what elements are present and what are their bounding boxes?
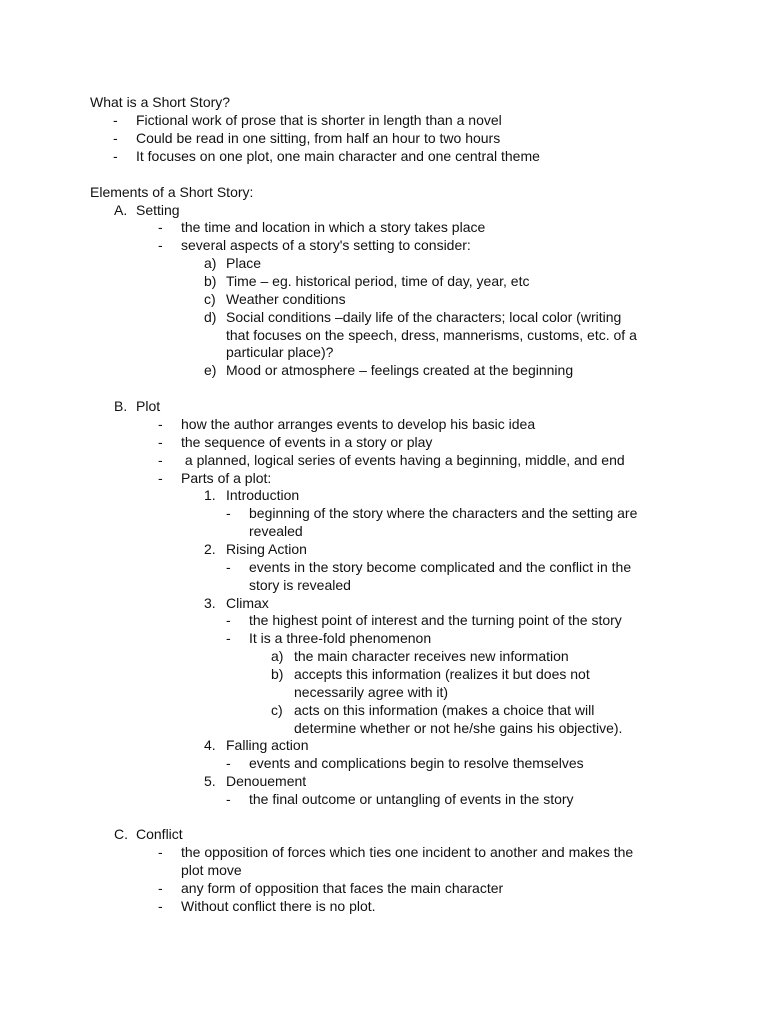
dash-marker: - bbox=[158, 237, 163, 253]
conflict-bullet: Without conflict there is no plot. bbox=[181, 898, 376, 914]
section-marker: B. bbox=[114, 398, 128, 414]
part-bullet: events in the story become complicated and the conflict in the bbox=[249, 559, 632, 575]
section-marker: A. bbox=[114, 202, 128, 218]
subitem-text: necessarily agree with it) bbox=[294, 684, 449, 700]
part-title: Falling action bbox=[226, 737, 309, 753]
plot-bullet: the sequence of events in a story or play bbox=[181, 434, 433, 450]
section-marker: C. bbox=[114, 826, 128, 842]
plot-bullet: a planned, logical series of events having a beginning, middle, and end bbox=[181, 452, 625, 468]
dash-marker: - bbox=[158, 844, 163, 860]
dash-marker: - bbox=[113, 148, 118, 164]
section-title-setting: Setting bbox=[136, 202, 180, 218]
aspect-text: Place bbox=[226, 255, 262, 271]
dash-marker: - bbox=[226, 791, 231, 807]
part-marker: 4. bbox=[204, 737, 216, 753]
part-bullet: story is revealed bbox=[249, 577, 351, 593]
subitem-marker: b) bbox=[271, 666, 284, 682]
subitem-text: the main character receives new information bbox=[294, 648, 569, 664]
intro-bullet: It focuses on one plot, one main character and one central theme bbox=[136, 148, 540, 164]
aspect-text: that focuses on the speech, dress, mannerisms, customs, etc. of a bbox=[226, 327, 637, 343]
part-bullet: revealed bbox=[249, 523, 303, 539]
dash-marker: - bbox=[158, 416, 163, 432]
aspect-marker: d) bbox=[204, 309, 217, 325]
part-title: Denouement bbox=[226, 773, 307, 789]
plot-bullet: how the author arranges events to develop his basic idea bbox=[181, 416, 536, 432]
subitem-text: determine whether or not he/she gains his objective). bbox=[294, 720, 623, 736]
aspect-marker: c) bbox=[204, 291, 216, 307]
aspect-marker: b) bbox=[204, 273, 217, 289]
subitem-marker: a) bbox=[271, 648, 284, 664]
dash-marker: - bbox=[226, 755, 231, 771]
aspect-marker: e) bbox=[204, 362, 217, 378]
subitem-marker: c) bbox=[271, 702, 283, 718]
part-bullet: events and complications begin to resolve themselves bbox=[249, 755, 584, 771]
dash-marker: - bbox=[226, 630, 231, 646]
setting-bullet: several aspects of a story's setting to consider: bbox=[181, 237, 471, 253]
part-marker: 1. bbox=[204, 487, 216, 503]
aspect-text: Time – eg. historical period, time of day, year, etc bbox=[226, 273, 530, 289]
part-marker: 2. bbox=[204, 541, 216, 557]
plot-bullet: Parts of a plot: bbox=[181, 470, 272, 486]
conflict-bullet: plot move bbox=[181, 862, 242, 878]
aspect-text: particular place)? bbox=[226, 344, 334, 360]
dash-marker: - bbox=[158, 470, 163, 486]
dash-marker: - bbox=[226, 559, 231, 575]
aspect-text: Social conditions –daily life of the characters; local color (writing bbox=[226, 309, 622, 325]
dash-marker: - bbox=[158, 452, 163, 468]
part-bullet: the highest point of interest and the turning point of the story bbox=[249, 612, 622, 628]
dash-marker: - bbox=[113, 112, 118, 128]
part-title: Rising Action bbox=[226, 541, 307, 557]
dash-marker: - bbox=[158, 880, 163, 896]
part-title: Climax bbox=[226, 595, 269, 611]
section-title-plot: Plot bbox=[136, 398, 161, 414]
dash-marker: - bbox=[158, 434, 163, 450]
intro-heading: What is a Short Story? bbox=[90, 94, 231, 110]
aspect-text: Weather conditions bbox=[226, 291, 346, 307]
part-marker: 5. bbox=[204, 773, 216, 789]
dash-marker: - bbox=[226, 505, 231, 521]
part-bullet: It is a three-fold phenomenon bbox=[249, 630, 432, 646]
setting-bullet: the time and location in which a story takes place bbox=[181, 219, 486, 235]
intro-bullet: Could be read in one sitting, from half an hour to two hours bbox=[136, 130, 501, 146]
aspect-text: Mood or atmosphere – feelings created at the beginning bbox=[226, 362, 574, 378]
part-marker: 3. bbox=[204, 595, 216, 611]
dash-marker: - bbox=[158, 898, 163, 914]
dash-marker: - bbox=[158, 219, 163, 235]
subitem-text: acts on this information (makes a choice that will bbox=[294, 702, 595, 718]
elements-heading: Elements of a Short Story: bbox=[90, 184, 254, 200]
dash-marker: - bbox=[113, 130, 118, 146]
intro-bullet: Fictional work of prose that is shorter in length than a novel bbox=[136, 112, 502, 128]
conflict-bullet: any form of opposition that faces the main character bbox=[181, 880, 504, 896]
section-title-conflict: Conflict bbox=[136, 826, 183, 842]
subitem-text: accepts this information (realizes it but does not bbox=[294, 666, 590, 682]
conflict-bullet: the opposition of forces which ties one incident to another and makes the bbox=[181, 844, 634, 860]
part-bullet: beginning of the story where the characters and the setting are bbox=[249, 505, 638, 521]
part-bullet: the final outcome or untangling of events in the story bbox=[249, 791, 574, 807]
aspect-marker: a) bbox=[204, 255, 217, 271]
dash-marker: - bbox=[226, 612, 231, 628]
part-title: Introduction bbox=[226, 487, 300, 503]
